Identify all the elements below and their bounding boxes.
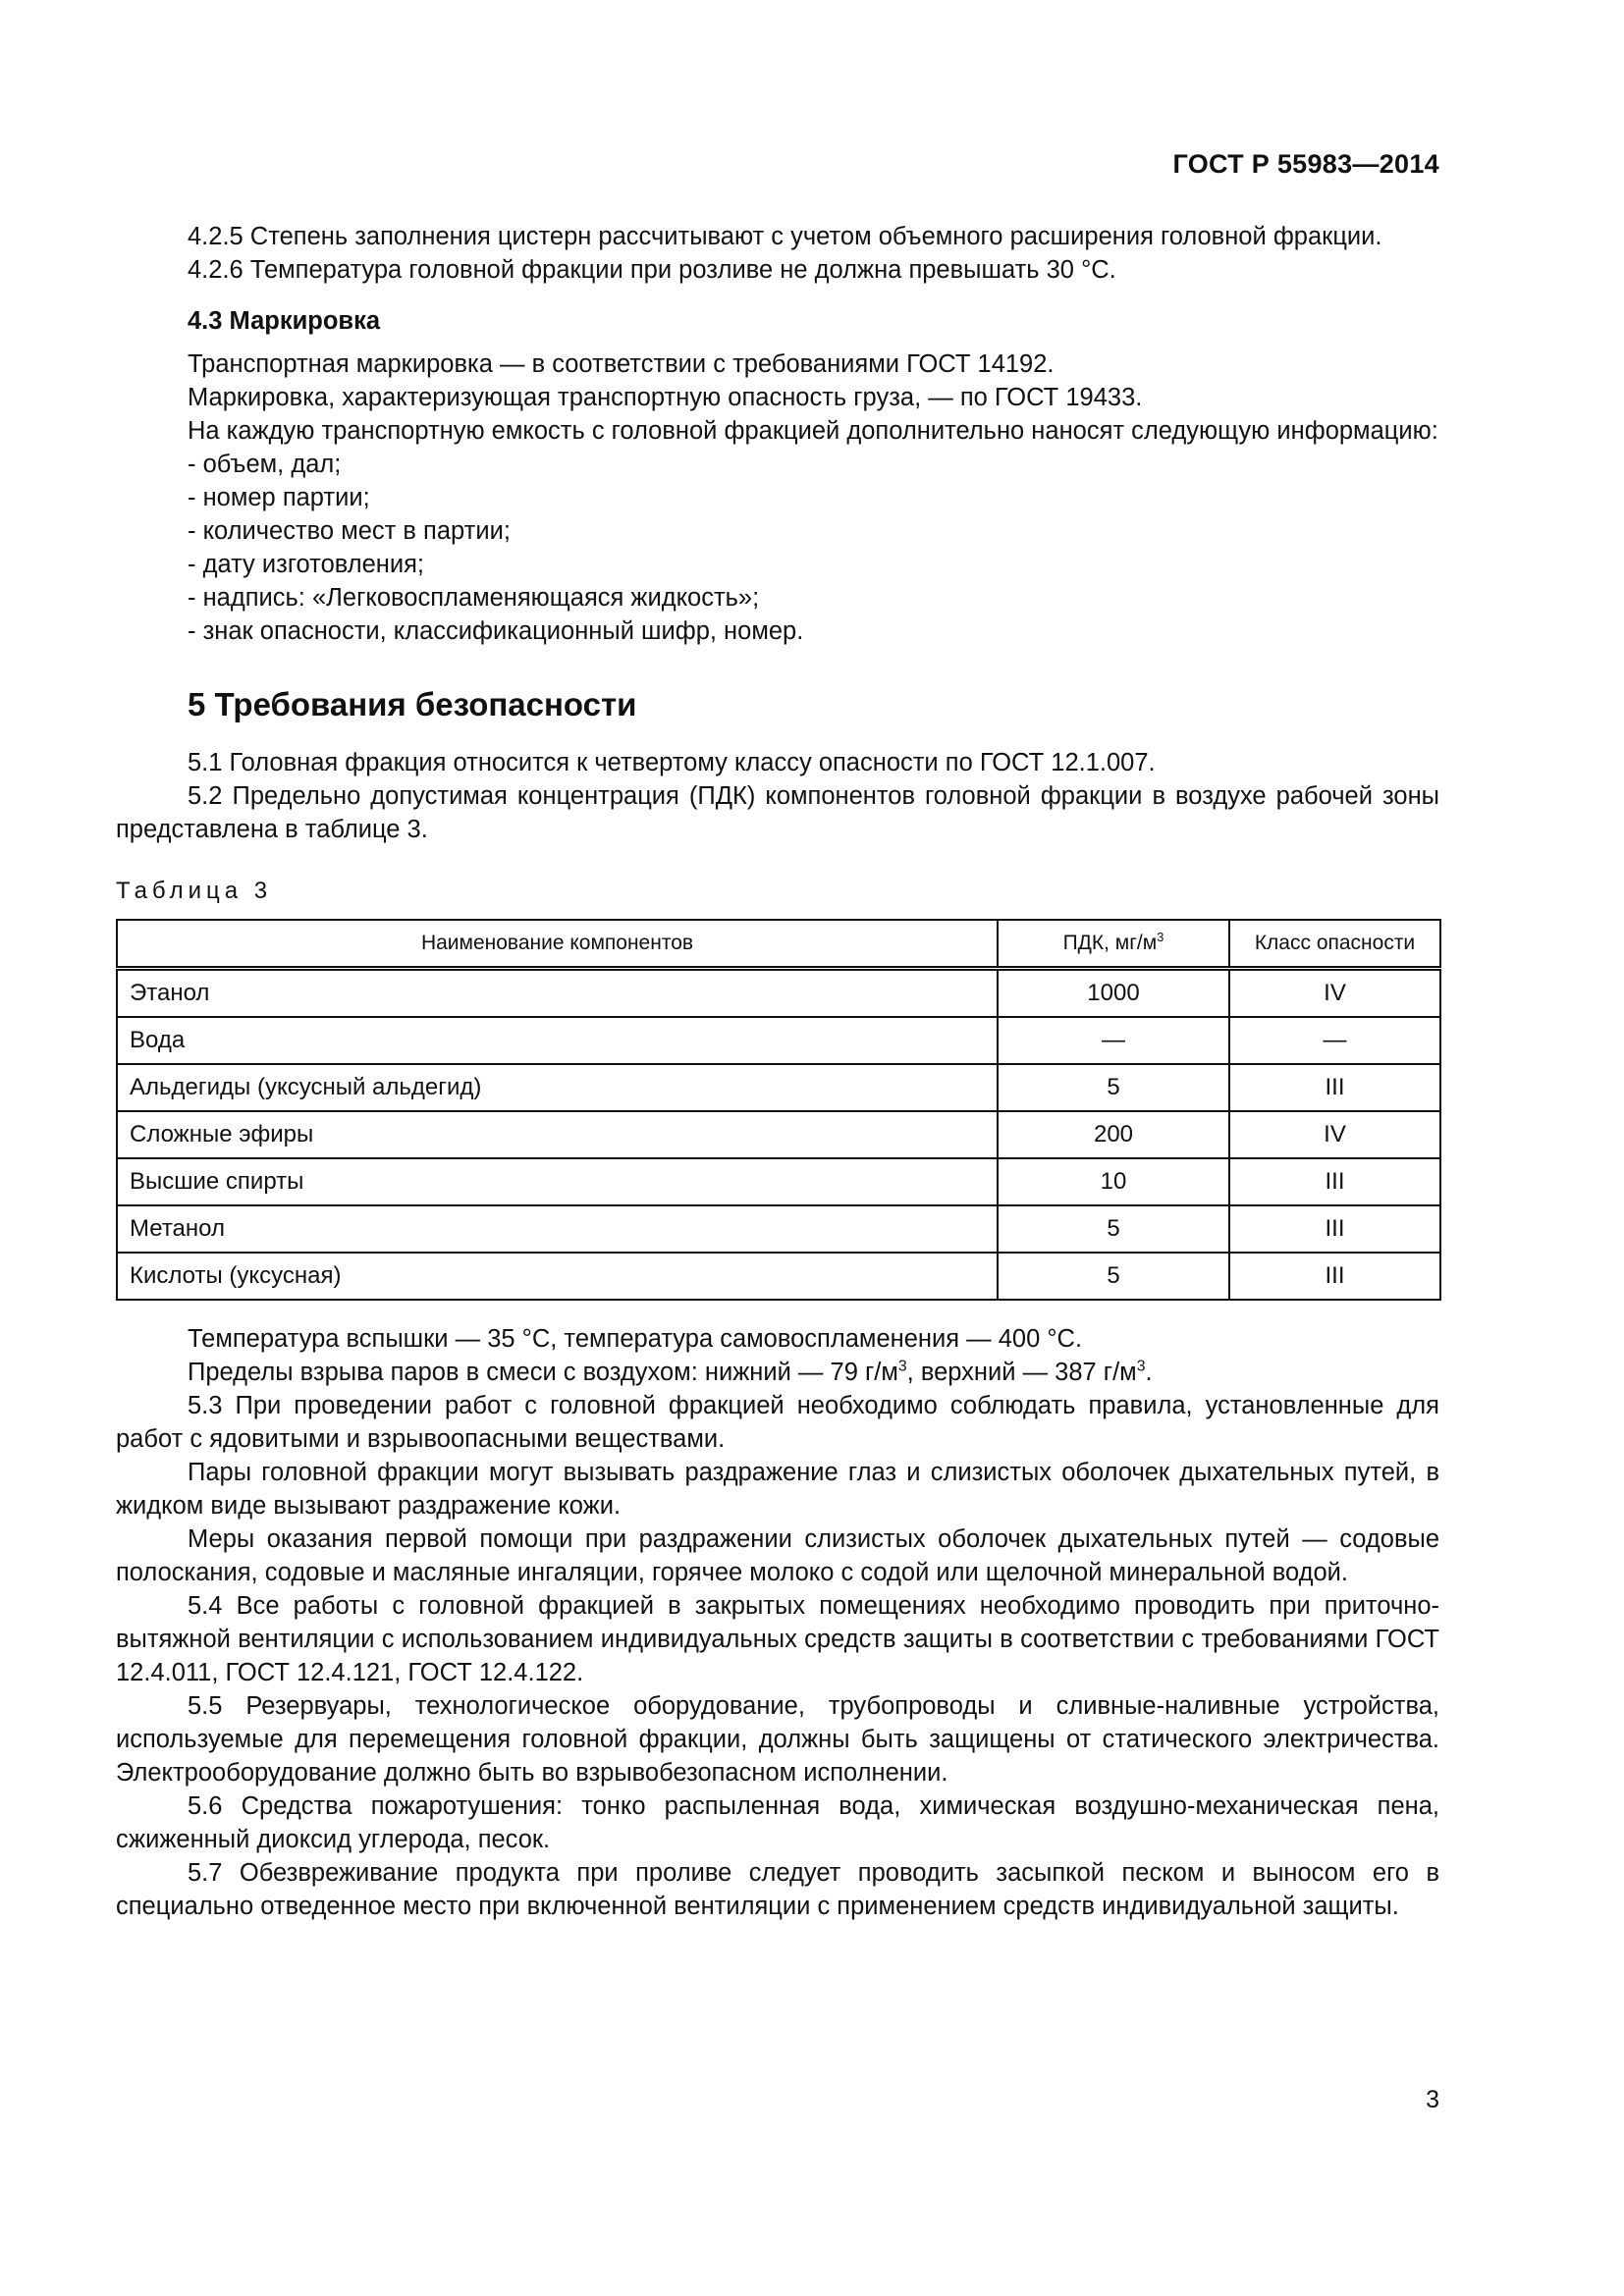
table-row bbox=[117, 969, 1440, 1018]
cell-pdk: 5 bbox=[998, 1064, 1229, 1111]
cell-class: III bbox=[1229, 1205, 1440, 1253]
cell-class: — bbox=[1229, 1017, 1440, 1064]
table-row bbox=[117, 1111, 1440, 1158]
paragraph-5-7: 5.7 Обезвреживание продукта при проливе следует проводить засыпкой песком и выносом его в специально отведенное место при включенной вентиляции с применением средств индивидуальной защиты. bbox=[116, 1859, 1439, 1920]
paragraph-5-4: 5.4 Все работы с головной фракцией в закрытых помещениях необходимо проводить при приточно-вытяжной вентиляции с использованием индивидуальных средств защиты в соответствии с требованиями ГОСТ 12.4.011, ГОСТ 12.4.121, ГОСТ 12.4.122. bbox=[116, 1592, 1439, 1686]
table-row bbox=[117, 1253, 1440, 1300]
table-row bbox=[117, 1205, 1440, 1253]
header-component-name: Наименование компонентов bbox=[117, 920, 998, 969]
cell-component: Этанол bbox=[117, 969, 998, 1018]
cell-pdk: 5 bbox=[998, 1253, 1229, 1300]
cell-pdk: 1000 bbox=[998, 969, 1229, 1018]
paragraph-5-1: 5.1 Головная фракция относится к четвертому классу опасности по ГОСТ 12.1.007. bbox=[188, 749, 1156, 776]
marking-paragraph-2: Маркировка, характеризующая транспортную опасность груза, — по ГОСТ 19433. bbox=[188, 384, 1143, 411]
table-caption: Таблица 3 bbox=[116, 878, 273, 904]
header-pdk: ПДК, $мг/м^3$ bbox=[998, 920, 1229, 969]
paragraph-5-3: 5.3 При проведении работ с головной фракцией необходимо соблюдать правила, установленные для работ с ядовитыми и взрывоопасными веществами. bbox=[116, 1392, 1439, 1453]
document-page bbox=[116, 0, 1439, 2296]
list-item: - количество мест в партии; bbox=[188, 517, 511, 545]
page-content bbox=[116, 220, 1439, 1923]
cell-pdk: 5 bbox=[998, 1205, 1229, 1253]
table-header-row bbox=[117, 920, 1440, 969]
section-5-heading: 5 Требования безопасности bbox=[188, 686, 637, 722]
table-3 bbox=[116, 919, 1441, 1301]
cell-component: Сложные эфиры bbox=[117, 1111, 998, 1158]
cell-component: Вода bbox=[117, 1017, 998, 1064]
list-item: - номер партии; bbox=[188, 484, 370, 511]
first-aid-paragraph: Меры оказания первой помощи при раздражении слизистых оболочек дыхательных путей — содовые полоскания, содовые и масляные ингаляции, горячее молоко с содой или щелочной минеральной водой. bbox=[116, 1525, 1439, 1586]
cell-component: Метанол bbox=[117, 1205, 998, 1253]
cell-class: III bbox=[1229, 1158, 1440, 1205]
cell-pdk: 200 bbox=[998, 1111, 1229, 1158]
vapors-paragraph: Пары головной фракции могут вызывать раздражение глаз и слизистых оболочек дыхательных путей, в жидком виде вызывают раздражение кожи. bbox=[116, 1459, 1439, 1520]
document-code-header: ГОСТ Р 55983—2014 bbox=[1172, 149, 1439, 179]
table-row bbox=[117, 1017, 1440, 1064]
section-4-3-heading: 4.3 Маркировка bbox=[188, 307, 381, 335]
cell-class: III bbox=[1229, 1253, 1440, 1300]
cell-class: III bbox=[1229, 1064, 1440, 1111]
paragraph-4-2-6: 4.2.6 Температура головной фракции при розливе не должна превышать 30 °С. bbox=[188, 256, 1116, 284]
list-item: - знак опасности, классификационный шифр, номер. bbox=[188, 617, 804, 645]
paragraph-5-2: 5.2 Предельно допустимая концентрация (ПДК) компонентов головной фракции в воздухе рабочей зоны представлена в таблице 3. bbox=[116, 782, 1439, 843]
flash-point-paragraph: Температура вспышки — 35 °С, температура самовоспламенения — 400 °С. bbox=[188, 1325, 1083, 1353]
marking-info-list bbox=[116, 448, 1439, 648]
cell-component: Альдегиды (уксусный альдегид) bbox=[117, 1064, 998, 1111]
table-row bbox=[117, 1064, 1440, 1111]
paragraph-5-5: 5.5 Резервуары, технологическое оборудование, трубопроводы и сливные-наливные устройства, используемые для перемещения головной фракции, должны быть защищены от статического электричества. Электрооборудование должно быть во взрывобезопасном исполнении. bbox=[116, 1692, 1439, 1787]
list-item: - дату изготовления; bbox=[188, 551, 424, 578]
cell-component: Высшие спирты bbox=[117, 1158, 998, 1205]
cell-class: IV bbox=[1229, 1111, 1440, 1158]
cell-pdk: — bbox=[998, 1017, 1229, 1064]
cell-class: IV bbox=[1229, 969, 1440, 1018]
list-item: - объем, дал; bbox=[188, 451, 342, 478]
cell-component: Кислоты (уксусная) bbox=[117, 1253, 998, 1300]
table-row bbox=[117, 1158, 1440, 1205]
paragraph-4-2-5: 4.2.5 Степень заполнения цистерн рассчитывают с учетом объемного расширения головной фракции. bbox=[188, 223, 1382, 250]
page-number: 3 bbox=[1426, 2086, 1439, 2113]
marking-paragraph-3: На каждую транспортную емкость с головной фракцией дополнительно наносят следующую информацию: bbox=[188, 417, 1438, 445]
cell-pdk: 10 bbox=[998, 1158, 1229, 1205]
paragraph-5-6: 5.6 Средства пожаротушения: тонко распыленная вода, химическая воздушно-механическая пена, сжиженный диоксид углерода, песок. bbox=[116, 1792, 1439, 1853]
explosion-limits-paragraph: Пределы взрыва паров в смеси с воздухом: нижний — 79 $г/м^3$, верхний — 387 $г/м^3$. bbox=[188, 1358, 1153, 1386]
after-table-section bbox=[116, 1322, 1439, 1923]
marking-paragraph-1: Транспортная маркировка — в соответствии с требованиями ГОСТ 14192. bbox=[188, 350, 1055, 378]
list-item: - надпись: «Легковоспламеняющаяся жидкость»; bbox=[188, 584, 760, 612]
header-hazard-class: Класс опасности bbox=[1229, 920, 1440, 969]
